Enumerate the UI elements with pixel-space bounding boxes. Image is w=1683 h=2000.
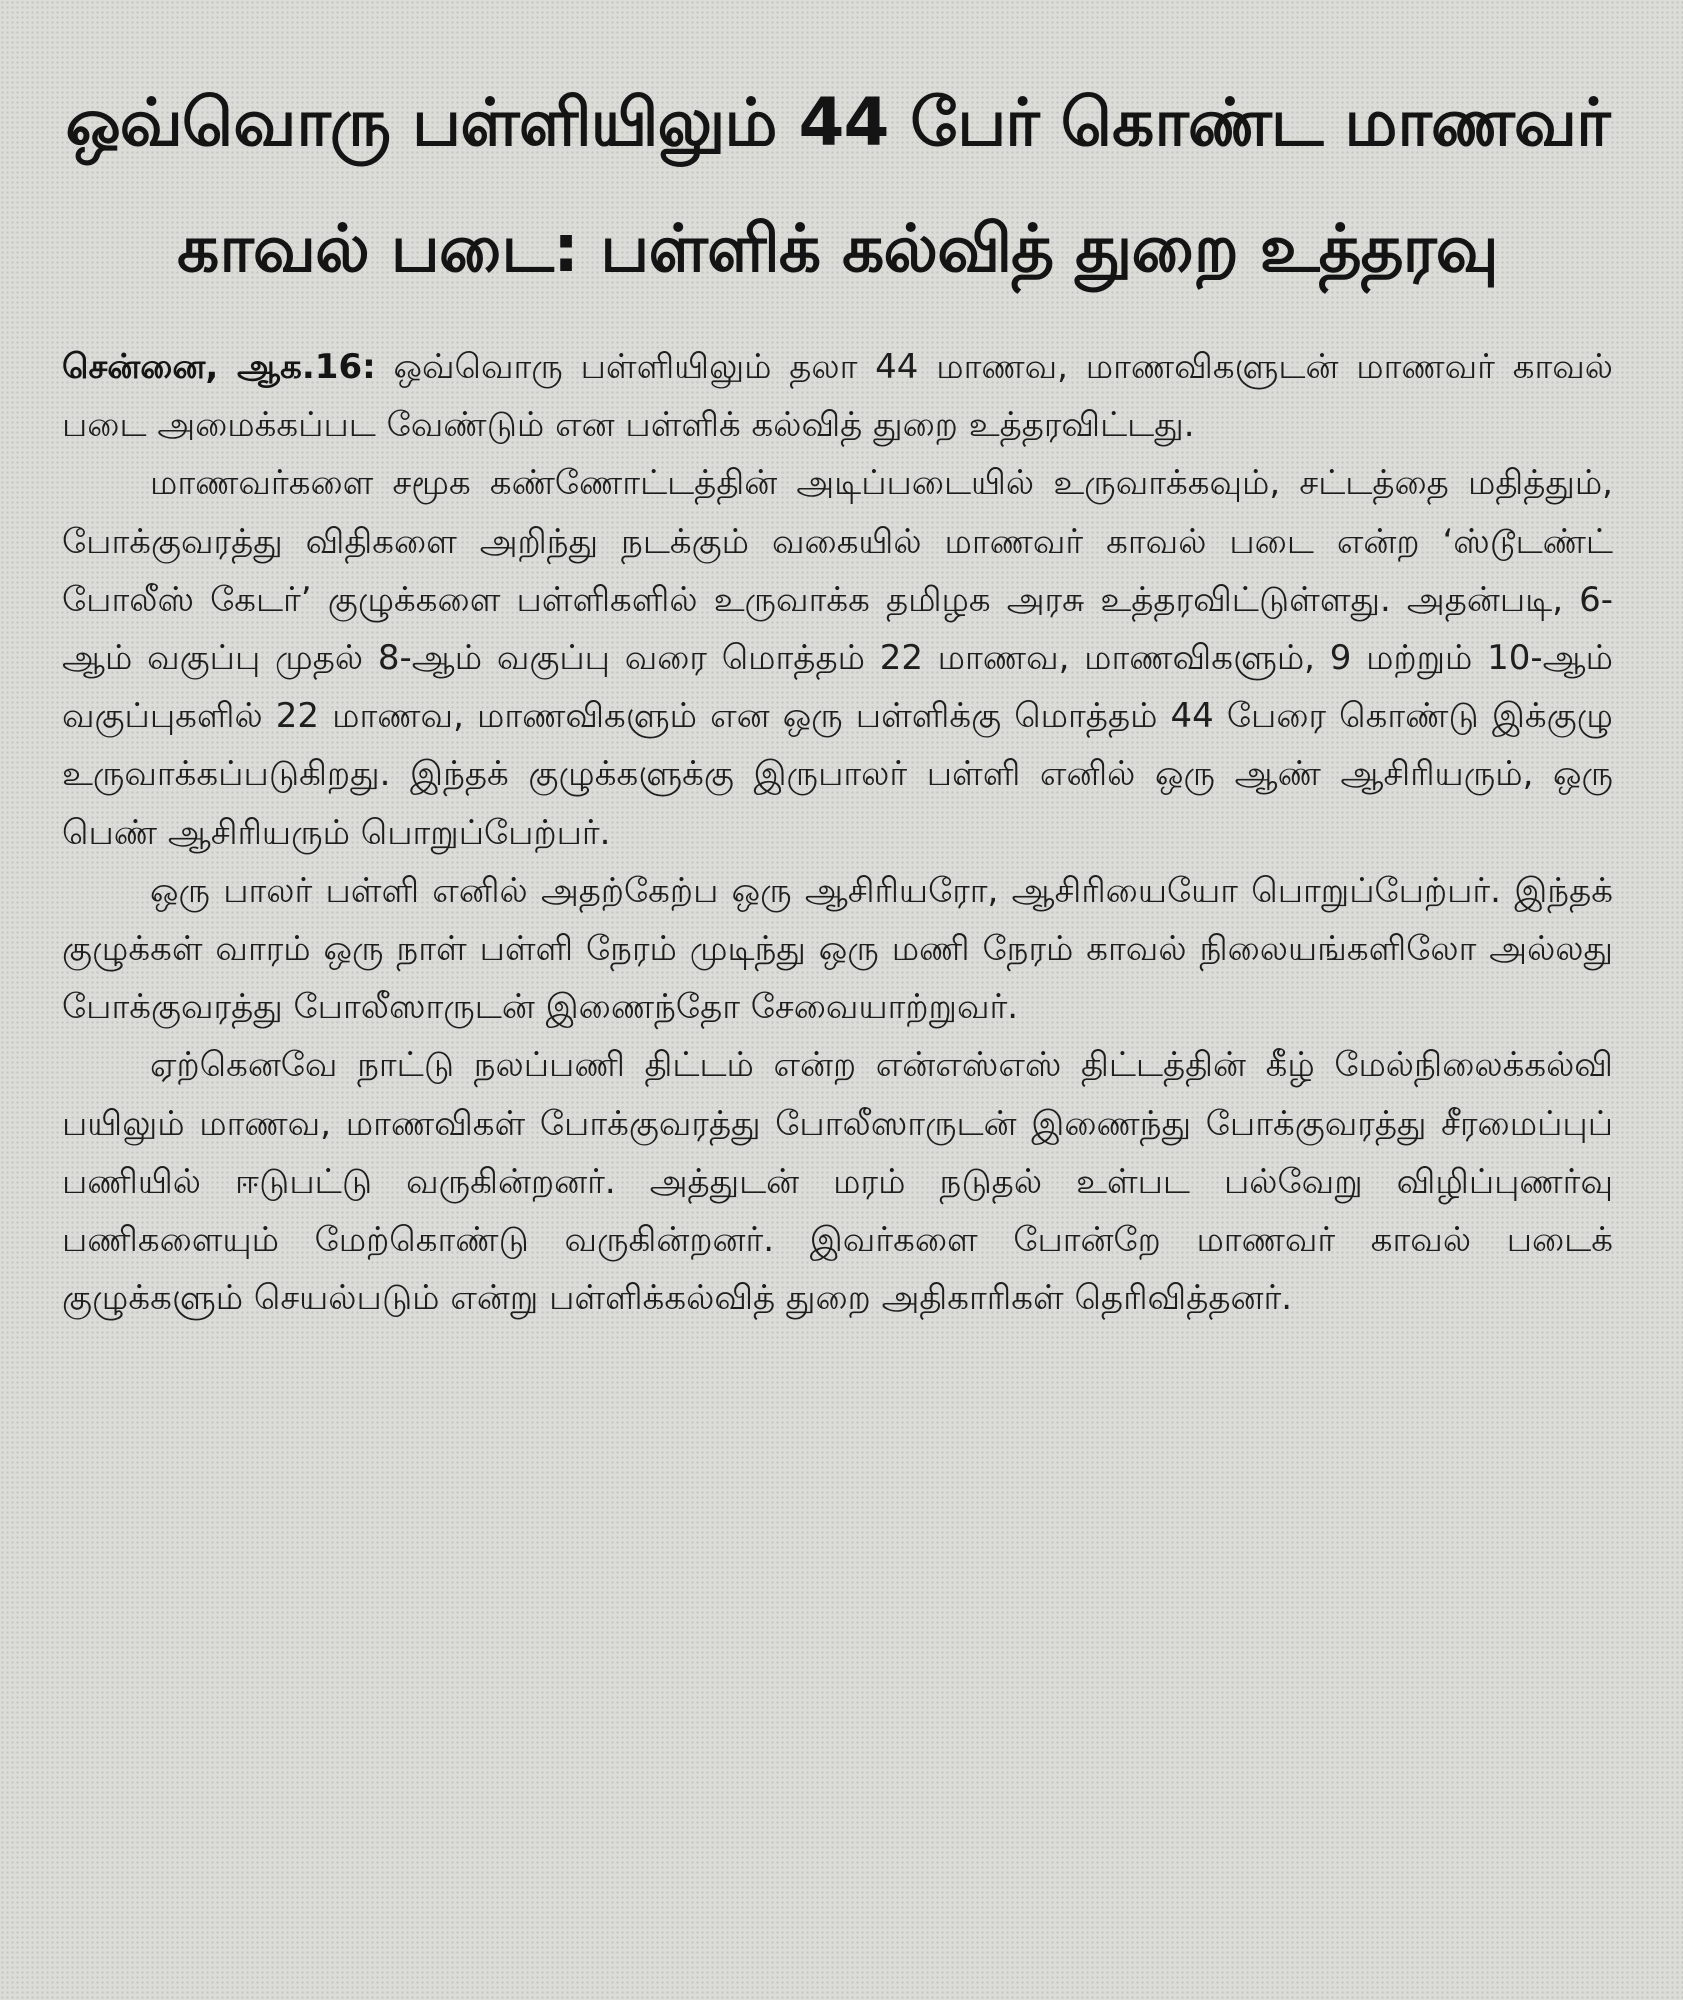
article-paragraph-2: ஒரு பாலர் பள்ளி எனில் அதற்கேற்ப ஒரு ஆசிரியரோ, ஆசிரியையோ பொறுப்பேற்பர். இந்தக் குழுக்கள் வாரம் ஒரு நாள் பள்ளி நேரம் முடிந்து ஒரு மணி நேரம் காவல் நிலையங்களிலோ அல்லது போக்குவரத்து போலீஸாருடன் இணைந்தோ சேவையாற்றுவர்.: [62, 870, 1613, 1028]
lead-paragraph: [62, 338, 1613, 454]
article-paragraph-1: மாணவர்களை சமூக கண்ணோட்டத்தின் அடிப்படையில் உருவாக்கவும், சட்டத்தை மதித்தும், போக்குவரத்து விதிகளை அறிந்து நடக்கும் வகையில் மாணவர் காவல் படை என்ற ‘ஸ்டூடண்ட் போலீஸ் கேடர்’ குழுக்களை பள்ளிகளில் உருவாக்க தமிழக அரசு உத்தரவிட்டுள்ளது. அதன்படி, 6-ஆம் வகுப்பு முதல் 8-ஆம் வகுப்பு வரை மொத்தம் 22 மாணவ, மாணவிகளும், 9 மற்றும் 10-ஆம் வகுப்புகளில் 22 மாணவ, மாணவிகளும் என ஒரு பள்ளிக்கு மொத்தம் 44 பேரை கொண்டு இக்குழு உருவாக்கப்படுகிறது. இந்தக் குழுக்களுக்கு இருபாலர் பள்ளி எனில் ஒரு ஆண் ஆசிரியரும், ஒரு பெண் ஆசிரியரும் பொறுப்பேற்பர்.: [62, 463, 1613, 853]
article-body: [62, 338, 1613, 1327]
dateline: சென்னை, ஆக.16:: [62, 347, 376, 387]
lead-text: ஒவ்வொரு பள்ளியிலும் தலா 44 மாணவ, மாணவிகளுடன் மாணவர் காவல் படை அமைக்கப்பட வேண்டும் என பள்ளிக் கல்வித் துறை உத்தரவிட்டது.: [62, 347, 1613, 446]
headline-line-1: ஒவ்வொரு பள்ளியிலும் 44 பேர் கொண்ட மாணவர்: [65, 84, 1610, 161]
headline: [62, 60, 1613, 312]
article-paragraph-3: ஏற்கெனவே நாட்டு நலப்பணி திட்டம் என்ற என்எஸ்எஸ் திட்டத்தின் கீழ் மேல்நிலைக்கல்வி பயிலும் மாணவ, மாணவிகள் போக்குவரத்து போலீஸாருடன் இணைந்து போக்குவரத்து சீரமைப்புப் பணியில் ஈடுபட்டு வருகின்றனர். அத்துடன் மரம் நடுதல் உள்பட பல்வேறு விழிப்புணர்வு பணிகளையும் மேற்கொண்டு வருகின்றனர். இவர்களை போன்றே மாணவர் காவல் படைக் குழுக்களும் செயல்படும் என்று பள்ளிக்கல்வித் துறை அதிகாரிகள் தெரிவித்தனர்.: [62, 1045, 1613, 1319]
headline-line-2: காவல் படை: பள்ளிக் கல்வித் துறை உத்தரவு: [177, 210, 1498, 287]
